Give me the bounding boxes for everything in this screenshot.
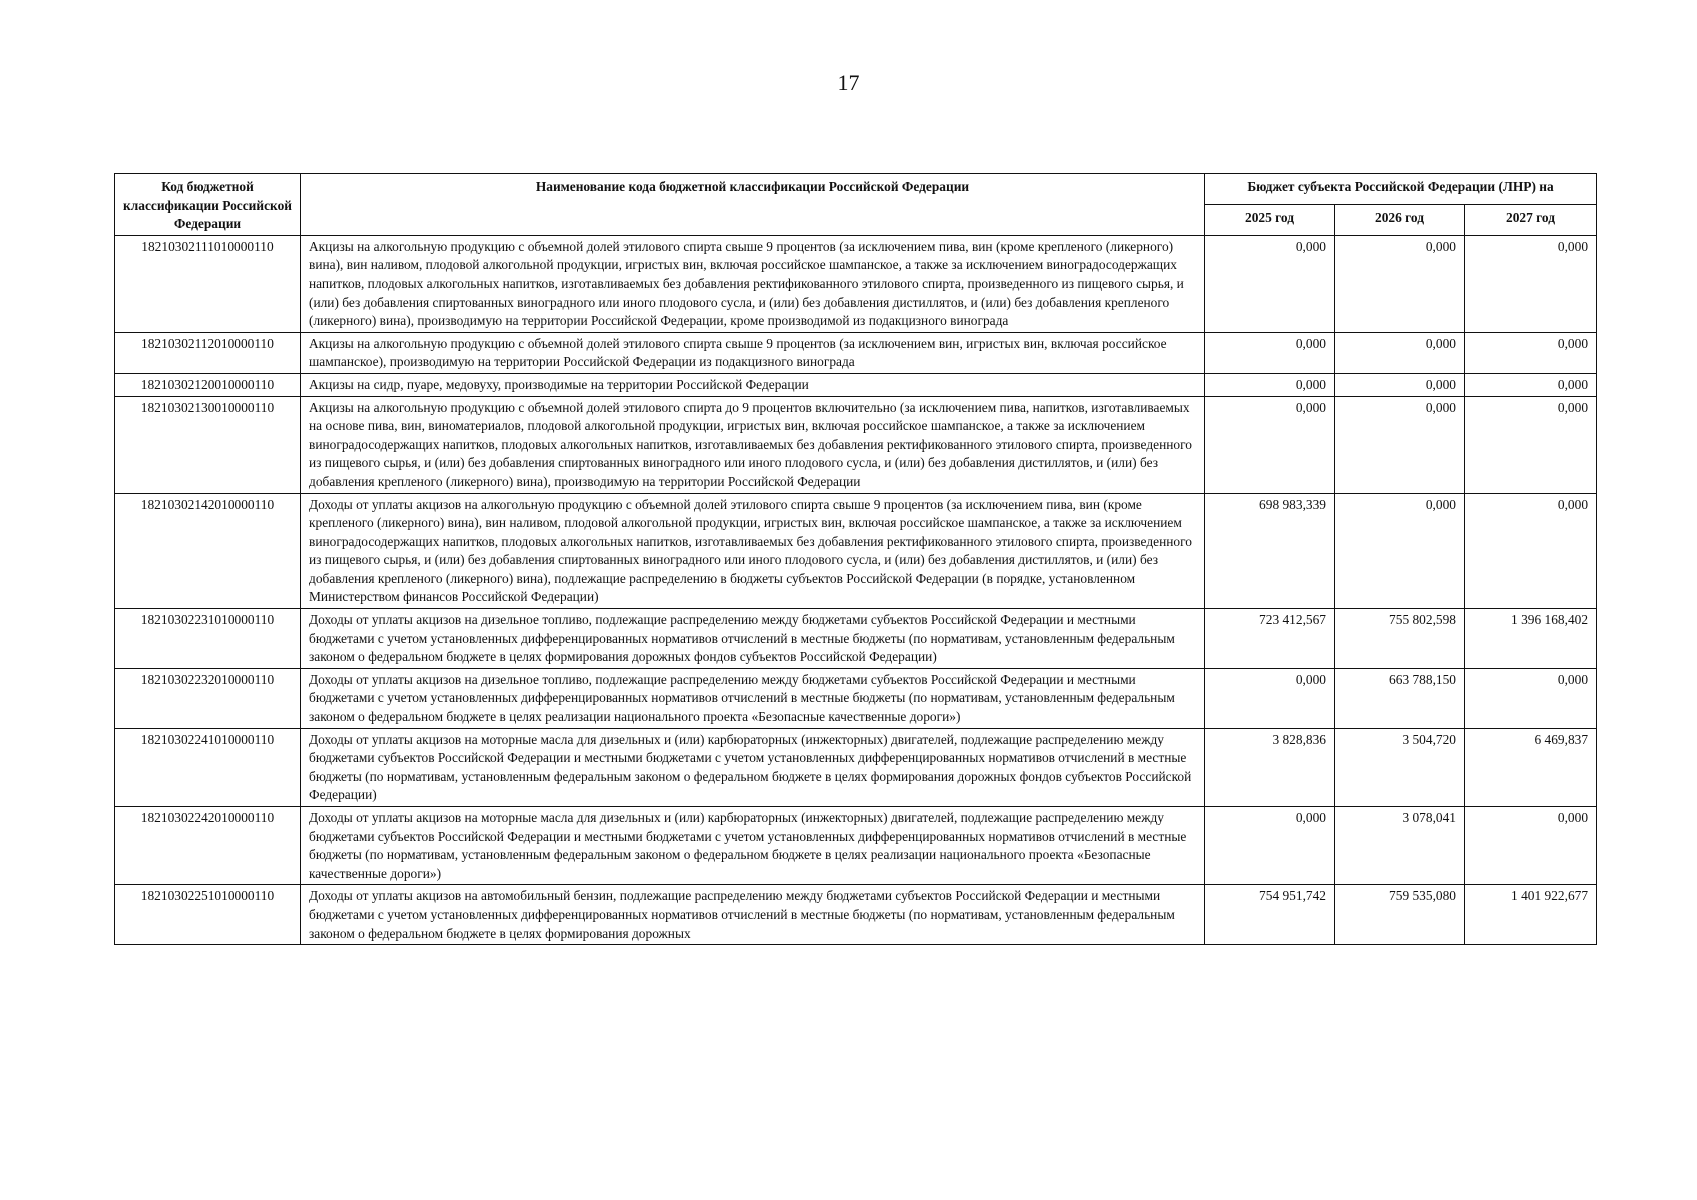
row-code: 18210302241010000110 [115,728,301,806]
table-row [115,373,1597,396]
row-value-2026: 3 078,041 [1335,807,1465,885]
row-name: Доходы от уплаты акцизов на дизельное топливо, подлежащие распределению между бюджетами субъектов Российской Федерации и местными бюджетами с учетом установленных дифференцированных нормативов отчислений в местные бюджеты (по нормативам, установленным федеральным законом о федеральном бюджете в целях реализации национального проекта «Безопасные качественные дороги») [301,668,1205,728]
header-name: Наименование кода бюджетной классификации Российской Федерации [301,174,1205,236]
table-header [115,174,1597,236]
header-year-2025: 2025 год [1205,204,1335,235]
row-value-2026: 759 535,080 [1335,885,1465,945]
header-budget: Бюджет субъекта Российской Федерации (ЛНР) на [1205,174,1597,205]
row-value-2025: 0,000 [1205,668,1335,728]
row-value-2027: 1 396 168,402 [1465,609,1597,669]
row-value-2027: 0,000 [1465,396,1597,493]
row-code: 18210302120010000110 [115,373,301,396]
row-value-2027: 0,000 [1465,373,1597,396]
row-value-2026: 0,000 [1335,373,1465,396]
table-row [115,668,1597,728]
table-row [115,396,1597,493]
row-value-2027: 0,000 [1465,332,1597,373]
row-value-2026: 0,000 [1335,235,1465,332]
row-value-2027: 0,000 [1465,807,1597,885]
row-code: 18210302112010000110 [115,332,301,373]
row-name: Акцизы на алкогольную продукцию с объемной долей этилового спирта свыше 9 процентов (за исключением пива, вин (кроме крепленого (ликерного) вина), вин наливом, плодовой алкогольной продукции, игристых вин, включая российское шампанское, а также за исключением виноградосодержащих напитков, плодовых алкогольных напитков, изготавливаемых без добавления ректификованного этилового спирта, произведенного из пищевого сырья, и (или) без добавления спиртованных виноградного или иного плодового сусла, и (или) без добавления дистиллятов, и (или) без добавления крепленого (ликерного) вина), производимую на территории Российской Федерации, кроме производимой из подакцизного винограда [301,235,1205,332]
row-name: Доходы от уплаты акцизов на моторные масла для дизельных и (или) карбюраторных (инжекторных) двигателей, подлежащие распределению между бюджетами субъектов Российской Федерации и местными бюджетами с учетом установленных дифференцированных нормативов отчислений в местные бюджеты (по нормативам, установленным федеральным законом о федеральном бюджете в целях формирования дорожных фондов субъектов Российской Федерации) [301,728,1205,806]
row-code: 18210302231010000110 [115,609,301,669]
row-name: Акцизы на сидр, пуаре, медовуху, производимые на территории Российской Федерации [301,373,1205,396]
table-row [115,885,1597,945]
row-value-2026: 0,000 [1335,396,1465,493]
row-value-2025: 3 828,836 [1205,728,1335,806]
header-code: Код бюджетной классификации Российской Федерации [115,174,301,236]
row-value-2026: 3 504,720 [1335,728,1465,806]
header-year-2026: 2026 год [1335,204,1465,235]
table-row [115,493,1597,609]
row-value-2025: 0,000 [1205,373,1335,396]
table-row [115,728,1597,806]
row-name: Доходы от уплаты акцизов на алкогольную продукцию с объемной долей этилового спирта свыше 9 процентов (за исключением пива, вин (кроме крепленого (ликерного) вина), вин наливом, плодовой алкогольной продукции, игристых вин, включая российское шампанское, а также за исключением виноградосодержащих напитков, плодовых алкогольных напитков, изготавливаемых без добавления ректификованного этилового спирта, произведенного из пищевого сырья, и (или) без добавления спиртованных виноградного или иного плодового сусла, и (или) без добавления дистиллятов, и (или) без добавления крепленого (ликерного) вина), подлежащие распределению в бюджеты субъектов Российской Федерации (в порядке, установленном Министерством финансов Российской Федерации) [301,493,1205,609]
row-value-2026: 0,000 [1335,332,1465,373]
row-value-2025: 698 983,339 [1205,493,1335,609]
row-value-2027: 0,000 [1465,668,1597,728]
row-name: Акцизы на алкогольную продукцию с объемной долей этилового спирта свыше 9 процентов (за исключением вин, игристых вин, включая российское шампанское), производимую на территории Российской Федерации из подакцизного винограда [301,332,1205,373]
table-row [115,332,1597,373]
row-name: Доходы от уплаты акцизов на автомобильный бензин, подлежащие распределению между бюджетами субъектов Российской Федерации и местными бюджетами с учетом установленных дифференцированных нормативов отчислений в местные бюджеты (по нормативам, установленным федеральным законом о федеральном бюджете в целях формирования дорожных [301,885,1205,945]
row-name: Доходы от уплаты акцизов на дизельное топливо, подлежащие распределению между бюджетами субъектов Российской Федерации и местными бюджетами с учетом установленных дифференцированных нормативов отчислений в местные бюджеты (по нормативам, установленным федеральным законом о федеральном бюджете в целях формирования дорожных фондов субъектов Российской Федерации) [301,609,1205,669]
row-code: 18210302142010000110 [115,493,301,609]
row-name: Акцизы на алкогольную продукцию с объемной долей этилового спирта до 9 процентов включительно (за исключением пива, напитков, изготавливаемых на основе пива, вин, виноматериалов, плодовой алкогольной продукции, игристых вин, включая российское шампанское, а также за исключением виноградосодержащих напитков, плодовых алкогольных напитков, изготавливаемых без добавления ректификованного этилового спирта, произведенного из пищевого сырья, и (или) без добавления спиртованных виноградного или иного плодового сусла, и (или) без добавления дистиллятов, и (или) без добавления крепленого (ликерного) вина), производимую на территории Российской Федерации [301,396,1205,493]
row-value-2025: 723 412,567 [1205,609,1335,669]
row-name: Доходы от уплаты акцизов на моторные масла для дизельных и (или) карбюраторных (инжекторных) двигателей, подлежащие распределению между бюджетами субъектов Российской Федерации и местными бюджетами с учетом установленных дифференцированных нормативов отчислений в местные бюджеты (по нормативам, установленным федеральным законом о федеральном бюджете в целях реализации национального проекта «Безопасные качественные дороги») [301,807,1205,885]
row-code: 18210302242010000110 [115,807,301,885]
row-value-2027: 1 401 922,677 [1465,885,1597,945]
row-value-2026: 755 802,598 [1335,609,1465,669]
row-code: 18210302130010000110 [115,396,301,493]
row-code: 18210302111010000110 [115,235,301,332]
budget-table [114,173,1597,945]
row-code: 18210302251010000110 [115,885,301,945]
table-row [115,609,1597,669]
row-value-2027: 6 469,837 [1465,728,1597,806]
table-row [115,235,1597,332]
page-number: 17 [837,70,860,95]
row-value-2027: 0,000 [1465,235,1597,332]
row-value-2027: 0,000 [1465,493,1597,609]
row-value-2026: 663 788,150 [1335,668,1465,728]
row-value-2025: 0,000 [1205,235,1335,332]
row-value-2025: 754 951,742 [1205,885,1335,945]
row-value-2025: 0,000 [1205,807,1335,885]
row-code: 18210302232010000110 [115,668,301,728]
table-row [115,807,1597,885]
row-value-2025: 0,000 [1205,332,1335,373]
header-year-2027: 2027 год [1465,204,1597,235]
row-value-2026: 0,000 [1335,493,1465,609]
row-value-2025: 0,000 [1205,396,1335,493]
table-body [115,235,1597,944]
